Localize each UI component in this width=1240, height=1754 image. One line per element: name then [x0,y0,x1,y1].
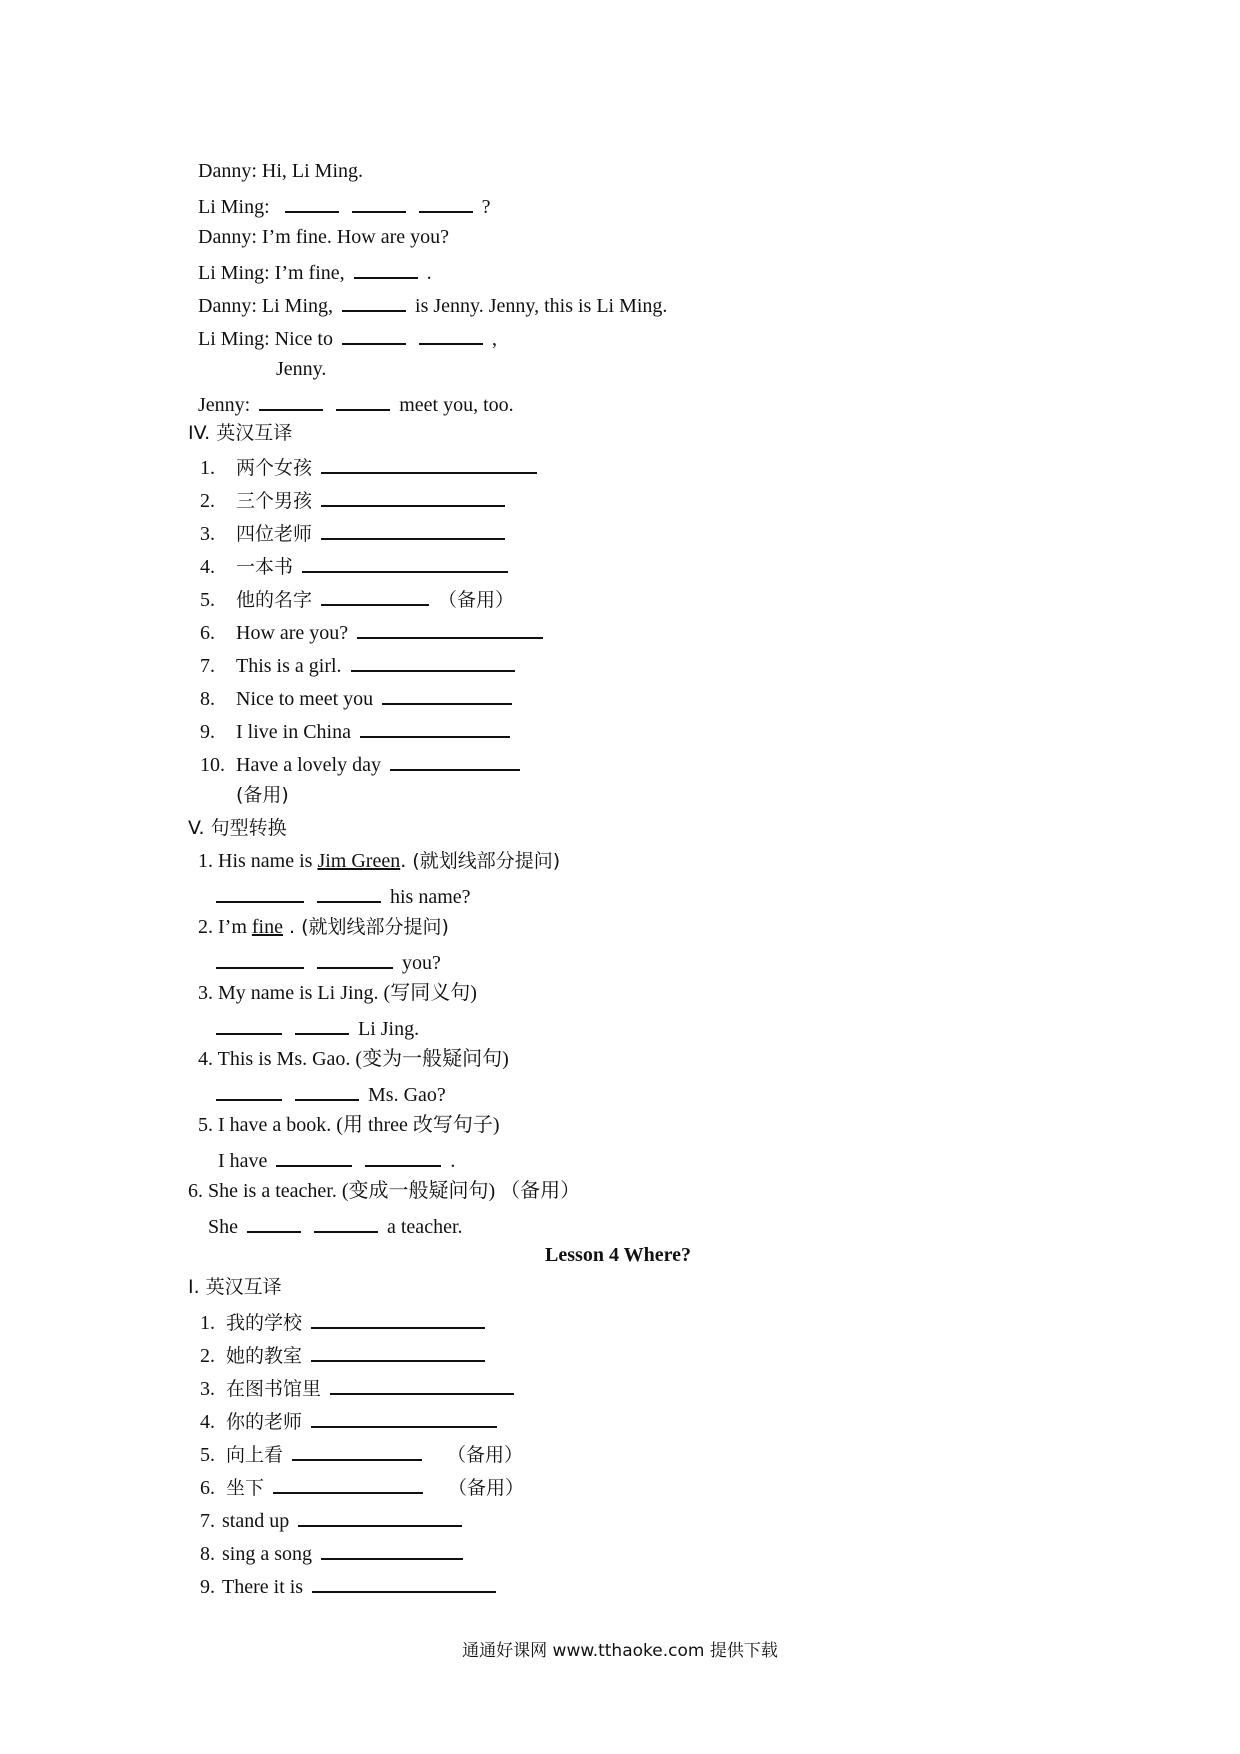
spare-note: (备用) [236,784,289,806]
answer-blank[interactable] [216,881,304,903]
answer-blank[interactable] [276,1145,352,1167]
answer-blank[interactable] [352,191,406,213]
answer-blank[interactable] [311,1340,485,1362]
question: 6. She is a teacher. (变成一般疑问句) （备用） [188,1180,581,1202]
answer-blank[interactable] [382,683,512,705]
list-item: 6. How are you? [200,617,547,643]
dialogue-line-5 [198,290,667,316]
answer-blank[interactable] [390,749,520,771]
lesson-title: Lesson 4 Where? [545,1244,691,1266]
list-item: 5. 他的名字 （备用） [200,584,514,610]
answer-line: Li Jing. [216,1013,419,1039]
answer-blank[interactable] [317,881,381,903]
spare-note: （备用） [447,1444,524,1466]
list-item: 7. stand up [200,1505,466,1531]
answer-blank[interactable] [302,551,508,573]
answer-blank[interactable] [317,947,393,969]
answer-blank[interactable] [336,389,390,411]
line-text: I’m fine. How are you? [261,226,450,248]
answer-blank[interactable] [311,1307,485,1329]
speaker: Li Ming: [198,262,270,284]
list-item: 9. There it is [200,1571,500,1597]
speaker: Li Ming: [198,328,270,350]
speaker: Jenny: [198,394,251,416]
line-text: Nice to [274,328,333,350]
list-item: 4. 一本书 [200,551,512,577]
dialogue-line-8 [198,389,514,415]
dialogue-line-1 [198,158,363,184]
answer-blank[interactable] [330,1373,514,1395]
spare-note: （备用） [438,589,515,611]
answer-line: you? [216,947,441,973]
answer-line: I have . [218,1145,455,1171]
answer-blank[interactable] [321,1538,463,1560]
page-footer: 通通好课网 www.tthaoke.com 提供下载 [462,1641,778,1661]
answer-blank[interactable] [354,257,418,279]
answer-blank[interactable] [311,1406,497,1428]
answer-blank[interactable] [314,1211,378,1233]
speaker: Danny: [198,226,257,248]
section-heading: V. 句型转换 [188,817,287,839]
answer-blank[interactable] [292,1439,422,1461]
answer-blank[interactable] [216,1013,282,1035]
section-heading: IV. 英汉互译 [188,422,293,444]
answer-blank[interactable] [298,1505,462,1527]
answer-blank[interactable] [351,650,515,672]
section-heading: I. 英汉互译 [188,1276,282,1298]
answer-blank[interactable] [419,191,473,213]
list-item: 2. 她的教室 [200,1340,489,1366]
answer-blank[interactable] [342,290,406,312]
underlined-part: fine [251,916,283,938]
answer-blank[interactable] [247,1211,301,1233]
speaker: Danny: [198,160,257,182]
list-item: 10. Have a lovely day [200,749,524,775]
speaker: Li Ming: [198,196,270,218]
question: 2. I’m fine . (就划线部分提问) [198,916,449,938]
line-end: . [426,262,432,284]
line-text: Hi, Li Ming. [261,160,364,182]
line-text: is Jenny. Jenny, this is Li Ming. [415,295,668,317]
question: 5. I have a book. (用 three 改写句子) [198,1114,500,1136]
list-item: 4. 你的老师 [200,1406,501,1432]
list-item: 2. 三个男孩 [200,485,509,511]
list-item: 3. 在图书馆里 [200,1373,518,1399]
answer-blank[interactable] [321,584,429,606]
underlined-part: Jim Green [317,850,401,872]
answer-blank[interactable] [216,1079,282,1101]
list-item: 9. I live in China [200,716,514,742]
question: 4. This is Ms. Gao. (变为一般疑问句) [198,1048,509,1070]
line-end: , [491,328,497,350]
dialogue-line-2 [198,191,491,217]
list-item: 8. Nice to meet you [200,683,516,709]
line-text: I’m fine, [274,262,345,284]
answer-line: Ms. Gao? [216,1079,446,1105]
spare-note: （备用） [448,1477,525,1499]
answer-blank[interactable] [321,485,505,507]
answer-blank[interactable] [216,947,304,969]
list-item: 5. 向上看 （备用） [200,1439,523,1465]
answer-line: She a teacher. [208,1211,463,1237]
answer-blank[interactable] [419,323,483,345]
list-item: 1. 我的学校 [200,1307,489,1333]
line-end: ? [481,196,491,218]
dialogue-line-4 [198,257,432,283]
answer-blank[interactable] [360,716,510,738]
dialogue-line-6 [198,323,497,349]
answer-blank[interactable] [285,191,339,213]
answer-blank[interactable] [259,389,323,411]
dialogue-line-7 [276,356,326,382]
answer-blank[interactable] [365,1145,441,1167]
line-text: meet you, too. [399,394,514,416]
line-text: Jenny. [276,358,327,380]
answer-blank[interactable] [312,1571,496,1593]
answer-blank[interactable] [357,617,543,639]
line-text: Li Ming, [261,295,334,317]
answer-line: his name? [216,881,471,907]
answer-blank[interactable] [321,518,505,540]
list-item: 6. 坐下 （备用） [200,1472,524,1498]
question: 1. His name is Jim Green. (就划线部分提问) [198,850,561,872]
dialogue-line-3 [198,224,449,250]
answer-blank[interactable] [321,452,537,474]
list-item: 7. This is a girl. [200,650,519,676]
list-item: 3. 四位老师 [200,518,509,544]
list-item: 1. 两个女孩 [200,452,541,478]
question: 3. My name is Li Jing. (写同义句) [198,982,477,1004]
answer-blank[interactable] [273,1472,423,1494]
list-item: 8. sing a song [200,1538,467,1564]
answer-blank[interactable] [295,1079,359,1101]
speaker: Danny: [198,295,257,317]
answer-blank[interactable] [295,1013,349,1035]
answer-blank[interactable] [342,323,406,345]
